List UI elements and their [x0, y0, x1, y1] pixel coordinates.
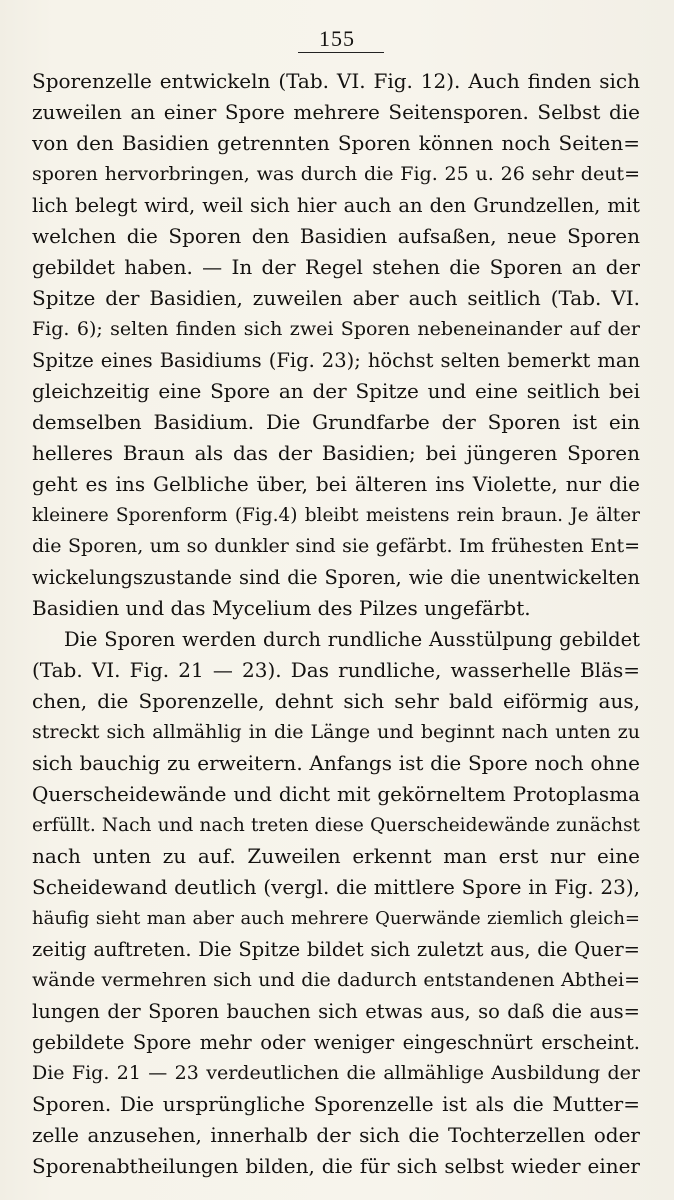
text-line: sporen hervorbringen, was durch die Fig. 25 u. 26 sehr deut=	[32, 163, 640, 185]
text-line: Spitze eines Basidiums (Fig. 23); höchst selten bemerkt man	[32, 349, 640, 372]
header-rule	[298, 52, 384, 53]
text-line: Spitze der Basidien, zuweilen aber auch seitlich (Tab. VI.	[32, 286, 640, 310]
text-line: lich belegt wird, weil sich hier auch an den Grundzellen, mit	[32, 194, 640, 217]
text-line: gleichzeitig eine Spore an der Spitze und eine seitlich bei	[32, 379, 640, 403]
text-line: wände vermehren sich und die dadurch entstandenen Abthei=	[32, 969, 640, 991]
text-line: Die Sporen werden durch rundliche Ausstülpung gebildet	[64, 628, 640, 651]
text-line: erfüllt. Nach und nach treten diese Querscheidewände zunächst	[32, 815, 640, 836]
paragraph	[32, 624, 640, 1182]
text-line: Sporenabtheilungen bilden, die für sich selbst wieder einer	[32, 1154, 640, 1178]
text-line: zelle anzusehen, innerhalb der sich die Tochterzellen oder	[32, 1123, 640, 1147]
text-line: zuweilen an einer Spore mehrere Seitensporen. Selbst die	[32, 100, 640, 124]
text-line: lungen der Sporen bauchen sich etwas aus, so daß die aus=	[32, 1000, 640, 1023]
text-line: Die Fig. 21 — 23 verdeutlichen die allmählige Ausbildung der	[32, 1062, 640, 1084]
text-line: wickelungszustande sind die Sporen, wie die unentwickelten	[32, 566, 640, 589]
text-line: gebildet haben. — In der Regel stehen die Sporen an der	[32, 255, 640, 279]
text-line: Fig. 6); selten finden sich zwei Sporen nebeneinander auf der	[32, 318, 640, 340]
text-line: Basidien und das Mycelium des Pilzes ungefärbt.	[32, 596, 531, 620]
text-line: Scheidewand deutlich (vergl. die mittlere Spore in Fig. 23),	[32, 875, 640, 899]
text-line: welchen die Sporen den Basidien aufsaßen, neue Sporen	[32, 224, 640, 248]
body-text	[32, 66, 640, 1182]
text-line: nach unten zu auf. Zuweilen erkennt man erst nur eine	[32, 844, 640, 868]
text-line: helleres Braun als das der Basidien; bei jüngeren Sporen	[32, 441, 640, 465]
text-line: sich bauchig zu erweitern. Anfangs ist die Spore noch ohne	[32, 751, 640, 775]
text-line: demselben Basidium. Die Grundfarbe der Sporen ist ein	[32, 410, 640, 434]
paragraph	[32, 66, 640, 624]
text-line: die Sporen, um so dunkler sind sie gefärbt. Im frühesten Ent=	[32, 535, 640, 557]
text-line: kleinere Sporenform (Fig.4) bleibt meistens rein braun. Je älter	[32, 505, 640, 526]
text-line: zeitig auftreten. Die Spitze bildet sich zuletzt aus, die Quer=	[32, 938, 640, 961]
page-number: 155	[319, 26, 355, 51]
text-line: chen, die Sporenzelle, dehnt sich sehr bald eiförmig aus,	[32, 689, 640, 713]
text-line: häufig sieht man aber auch mehrere Querwände ziemlich gleich=	[32, 908, 640, 929]
text-line: Sporenzelle entwickeln (Tab. VI. Fig. 12). Auch finden sich	[32, 69, 640, 93]
text-line: Sporen. Die ursprüngliche Sporenzelle ist als die Mutter=	[32, 1092, 640, 1116]
text-line: geht es ins Gelbliche über, bei älteren ins Violette, nur die	[32, 472, 640, 496]
text-line: streckt sich allmählig in die Länge und beginnt nach unten zu	[32, 721, 640, 743]
text-line: Querscheidewände und dicht mit gekörneltem Protoplasma	[32, 782, 640, 806]
text-line: gebildete Spore mehr oder weniger eingeschnürt erscheint.	[32, 1031, 640, 1054]
text-line: (Tab. VI. Fig. 21 — 23). Das rundliche, wasserhelle Bläs=	[32, 658, 640, 682]
text-line: von den Basidien getrennten Sporen können noch Seiten=	[32, 131, 640, 155]
